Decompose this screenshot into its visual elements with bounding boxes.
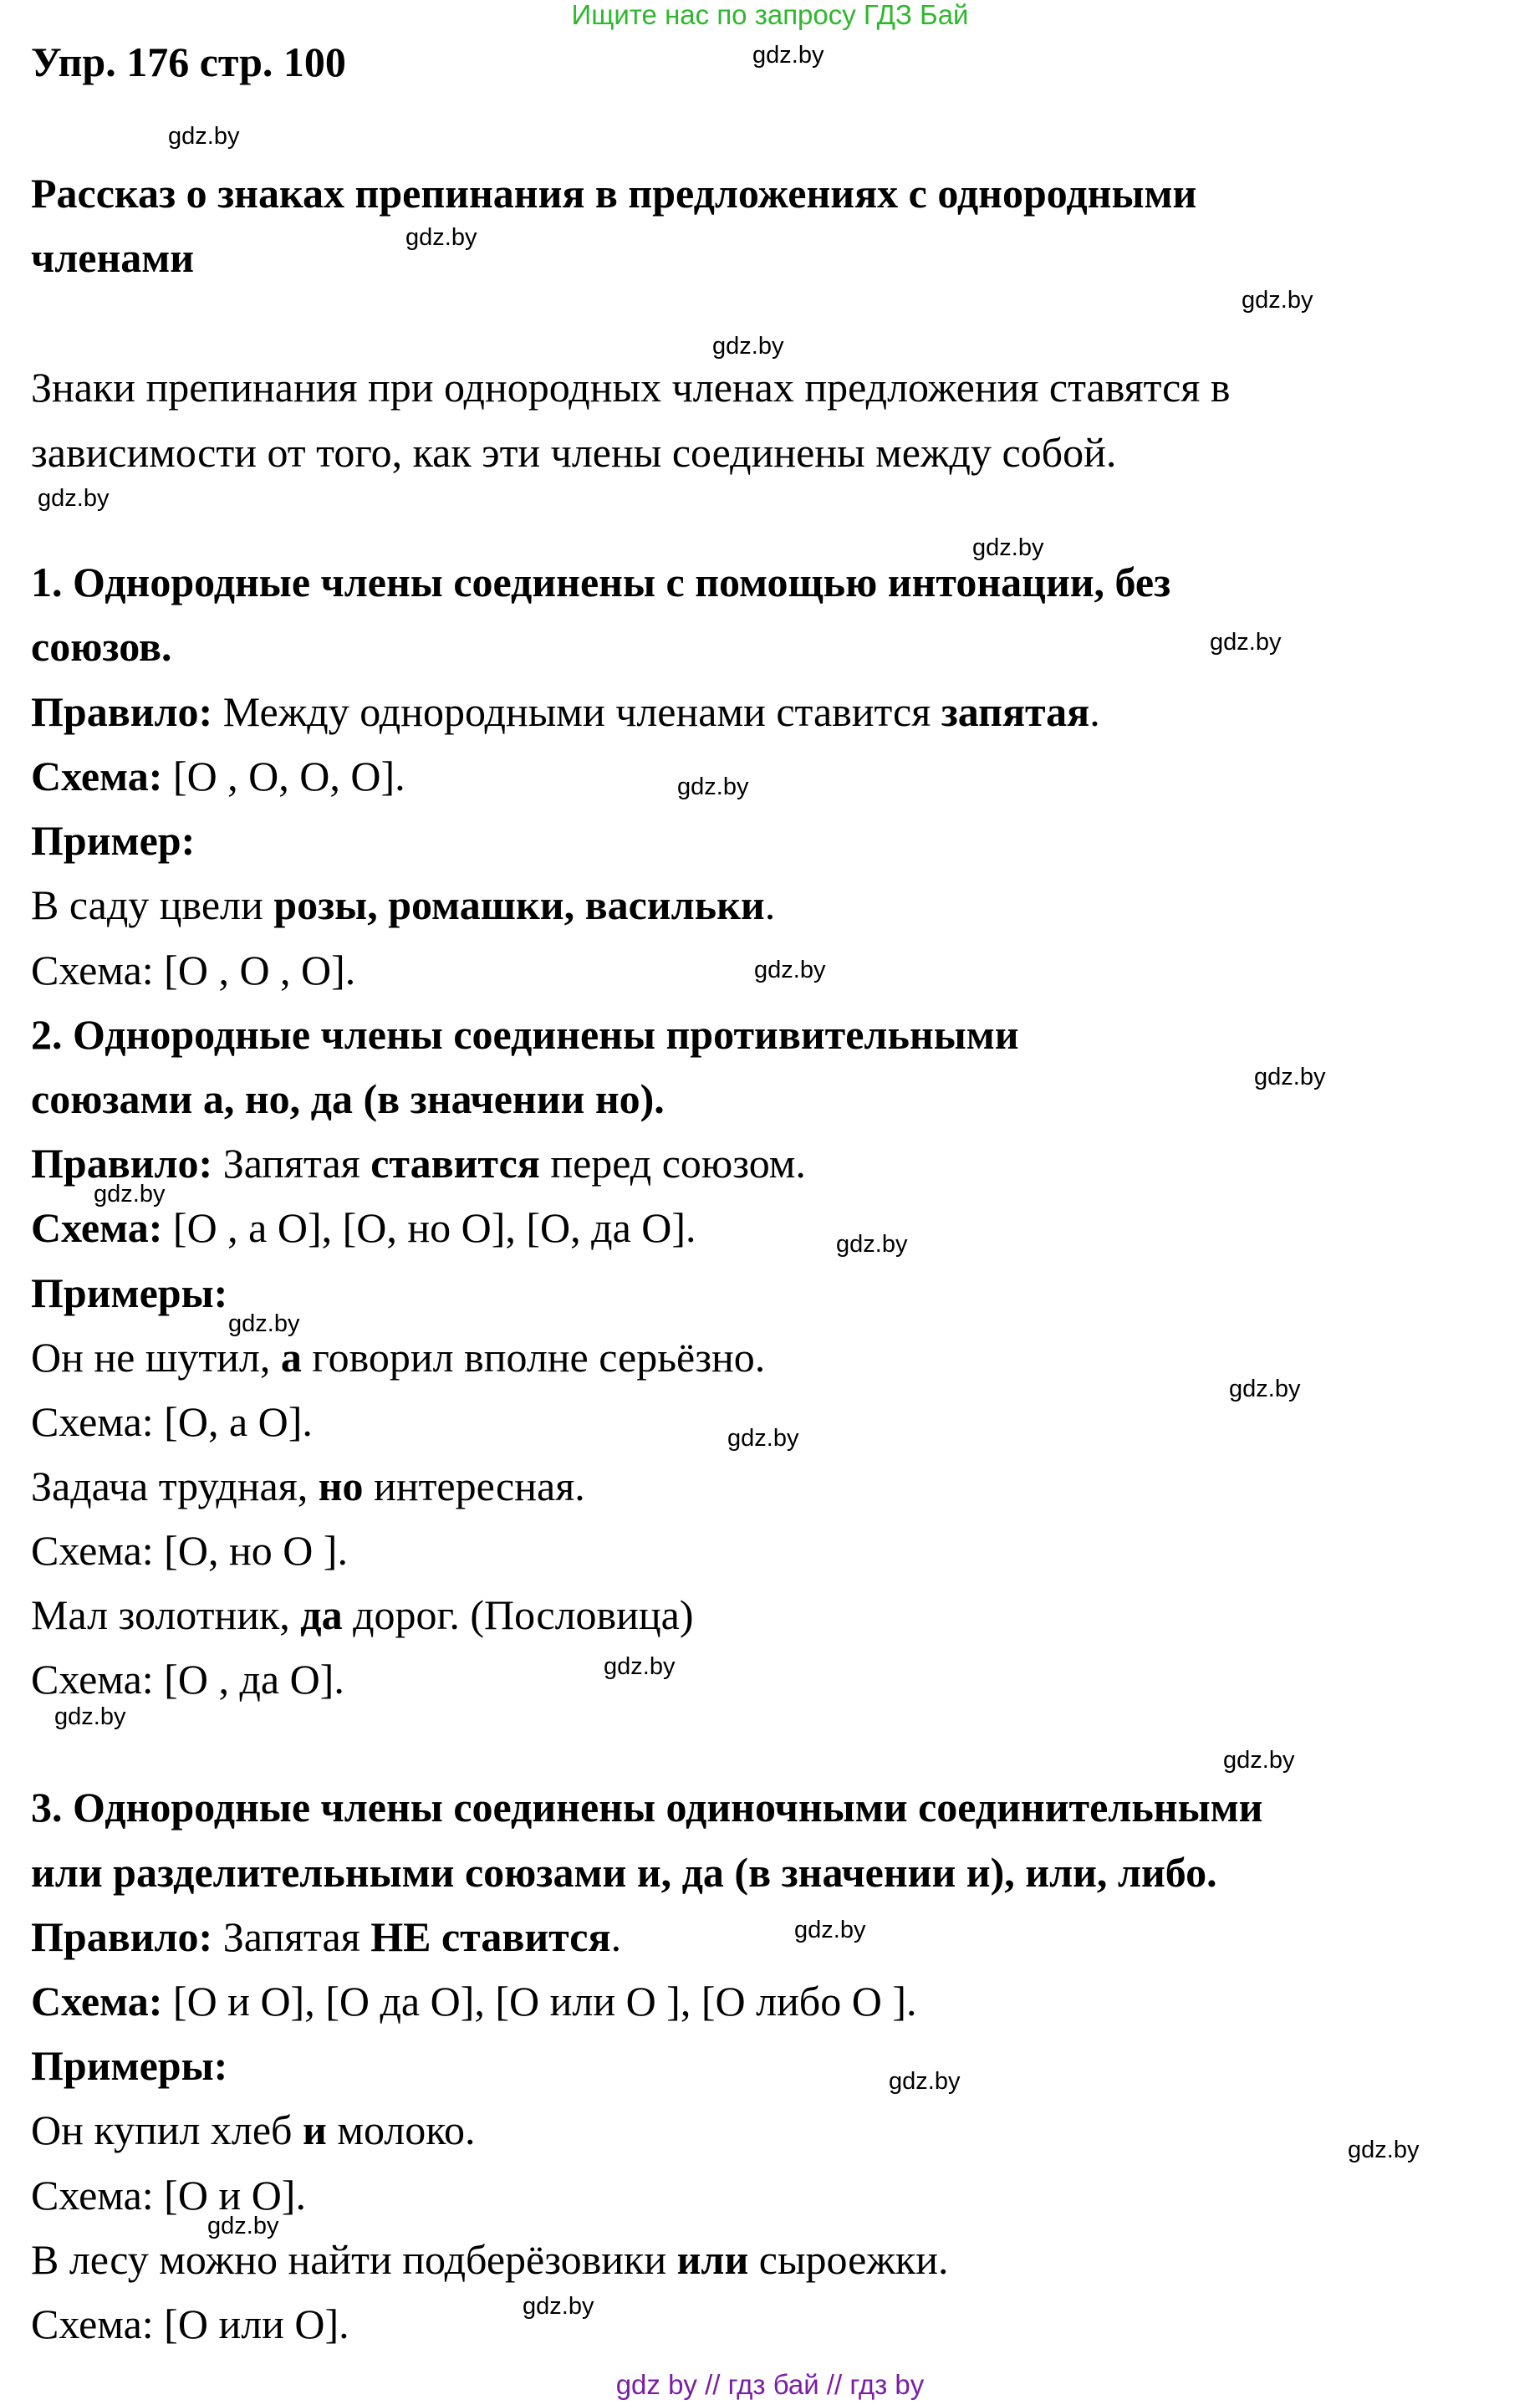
watermark: gdz.by	[405, 224, 477, 251]
example-conjunction: и	[303, 2106, 327, 2153]
rule-text: Запятая	[212, 1913, 371, 1960]
section-3-heading-line-2: или разделительными союзами и, да (в значении и), или, либо.	[31, 1849, 1217, 1896]
scheme-label: Схема:	[31, 1204, 163, 1251]
scheme-text: [О , О, О, О].	[162, 753, 405, 799]
intro-line-2: зависимости от того, как эти члены соединены между собой.	[31, 429, 1117, 476]
page-title: Упр. 176 стр. 100	[31, 38, 346, 85]
section-3-example-2	[31, 2234, 948, 2285]
scheme-label: Схема:	[31, 1978, 163, 2025]
section-2-examples-label: Примеры:	[31, 1269, 228, 1316]
watermark: gdz.by	[752, 42, 824, 69]
example-conjunction: да	[300, 1591, 343, 1638]
section-3-example-2-scheme: Схема: [О или О].	[31, 2300, 349, 2347]
rule-label: Правило:	[31, 1140, 213, 1187]
section-1-heading-line-2: союзов.	[31, 623, 172, 670]
watermark: gdz.by	[94, 1181, 166, 1208]
section-2-example-3-scheme: Схема: [О , да О].	[31, 1656, 344, 1703]
section-2-scheme	[31, 1202, 696, 1253]
example-text: Мал золотник,	[31, 1591, 301, 1638]
example-text: Задача трудная,	[31, 1463, 319, 1509]
watermark: gdz.by	[1348, 2137, 1420, 2163]
watermark: gdz.by	[836, 1231, 908, 1258]
watermark: gdz.by	[712, 333, 784, 360]
rule-end: .	[1089, 688, 1100, 735]
watermark: gdz.by	[523, 2293, 594, 2320]
watermark: gdz.by	[1229, 1376, 1301, 1402]
section-2-heading-line-1: 2. Однородные члены соединены противительными	[31, 1011, 1019, 1058]
watermark: gdz.by	[38, 485, 110, 512]
section-2-example-1	[31, 1332, 765, 1382]
watermark: gdz.by	[972, 534, 1044, 561]
section-1-example-scheme: Схема: [О , О , О].	[31, 947, 356, 993]
example-text: молоко.	[326, 2106, 476, 2153]
rule-text: Между однородными членами ставится	[212, 688, 941, 735]
watermark: gdz.by	[54, 1703, 126, 1730]
section-1-example	[31, 880, 775, 930]
section-3-rule	[31, 1912, 621, 1962]
scheme-label: Схема:	[31, 753, 163, 799]
topic-heading-line-2: членами	[31, 234, 195, 281]
section-2-example-2-scheme: Схема: [О, но О ].	[31, 1527, 348, 1574]
watermark: gdz.by	[754, 957, 826, 983]
watermark: gdz.by	[1223, 1747, 1295, 1774]
example-conjunction: или	[676, 2236, 749, 2283]
section-2-example-2	[31, 1461, 585, 1511]
rule-end: перед союзом.	[539, 1140, 806, 1187]
watermark: gdz.by	[207, 2213, 279, 2239]
intro-line-1: Знаки препинания при однородных членах предложения ставятся в	[31, 364, 1231, 411]
scheme-text: [О , а О], [О, но О], [О, да О].	[162, 1204, 696, 1251]
section-1-rule	[31, 687, 1100, 737]
rule-bold: ставится	[370, 1140, 540, 1187]
example-text: В лесу можно найти подберёзовики	[31, 2236, 677, 2283]
rule-bold: запятая	[941, 688, 1090, 735]
section-3-examples-label: Примеры:	[31, 2042, 228, 2089]
example-text: интересная.	[363, 1463, 585, 1509]
section-3-example-1	[31, 2105, 476, 2155]
section-1-heading-line-1: 1. Однородные члены соединены с помощью интонации, без	[31, 559, 1171, 605]
watermark: gdz.by	[1210, 629, 1282, 656]
scheme-text: [О и О], [О да О], [О или О ], [О либо О ].	[162, 1978, 917, 2025]
watermark: gdz.by	[1242, 287, 1313, 314]
example-text: говорил вполне серьёзно.	[301, 1334, 766, 1381]
section-1-example-label: Пример:	[31, 817, 196, 864]
section-3-example-1-scheme: Схема: [О и О].	[31, 2172, 306, 2219]
rule-end: .	[610, 1913, 622, 1960]
rule-text: Запятая	[212, 1140, 371, 1187]
rule-label: Правило:	[31, 688, 213, 735]
rule-bold: НЕ ставится	[370, 1913, 611, 1960]
watermark: gdz.by	[228, 1310, 300, 1337]
section-1-scheme	[31, 751, 405, 801]
section-2-example-3	[31, 1590, 694, 1640]
footer-links[interactable]: gdz by // гдз бай // гдз by	[615, 2369, 925, 2400]
watermark: gdz.by	[677, 774, 749, 800]
watermark: gdz.by	[604, 1653, 676, 1680]
watermark: gdz.by	[794, 1917, 866, 1943]
watermark: gdz.by	[168, 123, 240, 150]
rule-label: Правило:	[31, 1913, 213, 1960]
example-conjunction: но	[318, 1463, 364, 1509]
example-text: В саду цвели	[31, 881, 274, 928]
example-text: Он не шутил,	[31, 1334, 281, 1381]
section-2-heading-line-2: союзами а, но, да (в значении но).	[31, 1075, 665, 1122]
section-2-example-1-scheme: Схема: [О, а О].	[31, 1398, 313, 1445]
example-text: сыроежки.	[748, 2236, 949, 2283]
watermark: gdz.by	[727, 1425, 799, 1452]
section-3-heading-line-1: 3. Однородные члены соединены одиночными соединительными	[31, 1784, 1263, 1831]
section-3-scheme	[31, 1976, 917, 2026]
example-text: дорог. (Пословица)	[342, 1591, 694, 1638]
example-end: .	[764, 881, 776, 928]
example-bold: розы, ромашки, васильки	[273, 881, 765, 928]
example-conjunction: а	[280, 1334, 302, 1381]
topic-heading-line-1: Рассказ о знаках препинания в предложениях с однородными	[31, 170, 1197, 217]
example-text: Он купил хлеб	[31, 2106, 303, 2153]
watermark: gdz.by	[889, 2068, 961, 2095]
watermark: gdz.by	[1254, 1064, 1326, 1090]
top-banner[interactable]: Ищите нас по запросу ГДЗ Бай	[571, 0, 969, 30]
